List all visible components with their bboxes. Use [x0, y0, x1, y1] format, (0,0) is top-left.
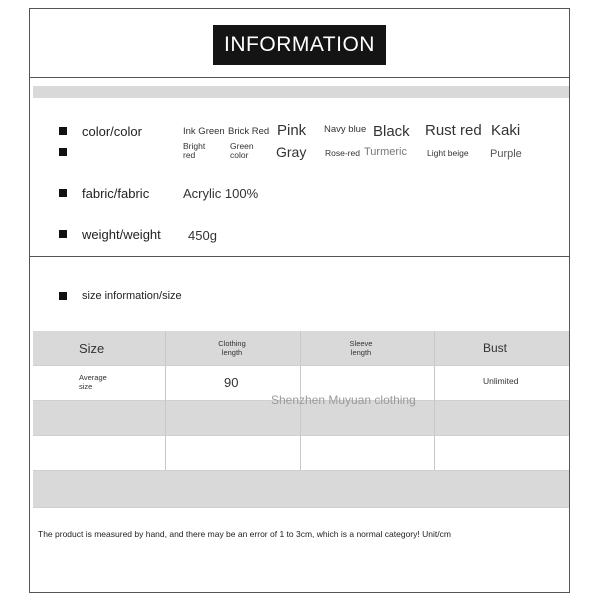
bullet-size-info	[59, 292, 67, 300]
color-option: Kaki	[491, 122, 521, 139]
color-option: Light beige	[427, 148, 469, 158]
color-option: Navy blue	[324, 124, 367, 135]
color-label: color/color	[82, 124, 142, 139]
fabric-label: fabric/fabric	[82, 186, 150, 201]
bullet-color-2	[59, 148, 67, 156]
divider-middle	[29, 256, 570, 257]
table-header-cell: Sleeve length	[349, 339, 373, 357]
watermark: Shenzhen Muyuan clothing	[271, 393, 416, 407]
bullet-weight	[59, 230, 67, 238]
divider-top	[29, 77, 570, 78]
table-row-empty	[33, 471, 569, 508]
color-option: Purple	[490, 148, 522, 160]
table-header-cell: Bust	[483, 341, 508, 355]
color-option: Turmeric	[364, 146, 407, 158]
weight-label: weight/weight	[82, 227, 161, 242]
size-info-label: size information/size	[82, 290, 182, 302]
table-header-row	[33, 331, 569, 366]
size-table	[33, 331, 569, 508]
color-option: Brick Red	[228, 126, 270, 137]
bullet-color	[59, 127, 67, 135]
fabric-value: Acrylic 100%	[183, 186, 259, 201]
table-cell: Average size	[79, 373, 107, 391]
color-option: Rust red	[425, 122, 482, 139]
page-title: INFORMATION	[213, 25, 386, 65]
color-option: Black	[373, 123, 410, 140]
weight-value: 450g	[188, 228, 217, 243]
table-row-empty	[33, 436, 569, 471]
header-band	[33, 86, 569, 98]
table-cell: 90	[224, 375, 239, 390]
color-option: Gray	[276, 144, 307, 160]
color-option: Green color	[230, 141, 254, 160]
bullet-fabric	[59, 189, 67, 197]
table-cell: Unlimited	[483, 376, 519, 386]
color-option: Ink Green	[183, 126, 225, 137]
measurement-note: The product is measured by hand, and there may be an error of 1 to 3cm, which is a normal category! Unit/cm	[38, 529, 451, 539]
table-header-cell: Size	[79, 341, 105, 356]
color-option: Bright red	[183, 141, 206, 160]
table-header-cell: Clothing length	[218, 339, 246, 357]
color-option: Pink	[277, 122, 307, 139]
color-option: Rose-red	[325, 148, 360, 158]
